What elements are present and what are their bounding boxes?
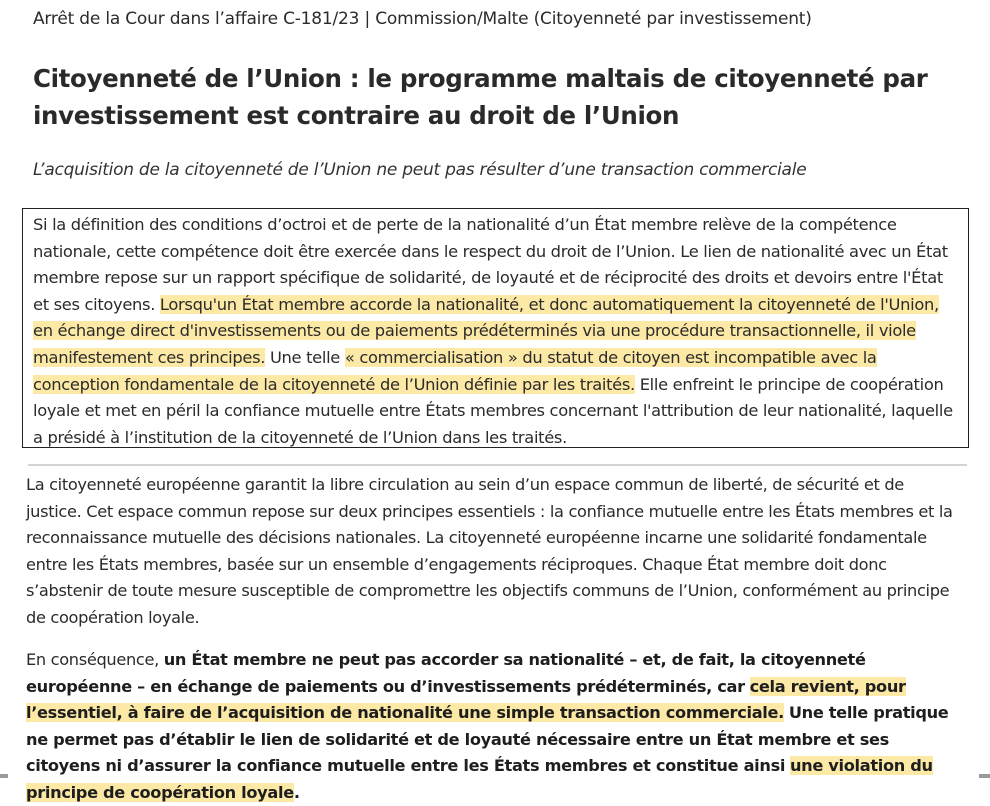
summary-text-2: Une telle (269, 347, 340, 367)
paragraph-2-lead: En conséquence, (26, 650, 159, 669)
body-paragraph-2 (26, 647, 961, 806)
summary-highlight-2: « commercialisation » du statut de citoyen est incompatible avec la conception fondamentale de la citoyenneté de l’Union définie par les traités. (33, 347, 877, 394)
page-subtitle: L’acquisition de la citoyenneté de l’Union ne peut pas résulter d’une transaction commerciale (33, 160, 807, 180)
summary-highlight-1: Lorsqu'un État membre accorde la nationalité, et donc automatiquement la citoyenneté de l'Union, en échange direct d'investissements ou de paiements prédéterminés via une procédure transactionnelle, il viole manifestement ces principes. (33, 294, 939, 367)
summary-text-3: Elle enfreint le principe de coopération loyale et met en péril la confiance mutuelle entre États membres concernant l'attribution de leur nationalité, laquelle a présidé à l’institution de la citoyenneté de l’Union dans les traités. (33, 374, 953, 447)
section-divider (28, 464, 967, 466)
scrollbar-edge-left (0, 774, 8, 778)
paragraph-2-highlight-1: cela revient, pour l’essentiel, à faire de l’acquisition de nationalité une simple transaction commerciale. (26, 676, 906, 722)
paragraph-2-highlight-2: une violation du principe de coopération loyale (26, 756, 933, 802)
body-paragraph-1: La citoyenneté européenne garantit la libre circulation au sein d’un espace commun de liberté, de sécurité et de justice. Cet espace commun repose sur deux principes essentiels : la confiance mutuelle entre les États membres et la reconnaissance mutuelle des décisions nationales. La citoyenneté européenne incarne une solidarité fondamentale entre les États membres, basée sur un ensemble d’engagements réciproques. Chaque État membre doit donc s’abstenir de toute mesure susceptible de compromettre les objectifs communs de l’Union, conformément au principe de coopération loyale. (26, 475, 953, 627)
paragraph-2-bold-1: un État membre ne peut pas accorder sa nationalité – et, de fait, la citoyenneté européenne – en échange de paiements ou d’investissements prédéterminés, car (26, 650, 866, 696)
summary-text-1: Si la définition des conditions d’octroi et de perte de la nationalité d’un État membre relève de la compétence nationale, cette compétence doit être exercée dans le respect du droit de l’Union. Le lien de nationalité avec un État membre repose sur un rapport spécifique de solidarité, de loyauté et de réciprocité des droits et devoirs entre l'État et ses citoyens. (33, 215, 948, 314)
scrollbar-edge-right (979, 774, 990, 778)
paragraph-2-bold-2: Une telle pratique ne permet pas d’établir le lien de solidarité et de loyauté nécessaire entre un État membre et ses citoyens ni d’assurer la confiance mutuelle entre les États membres et constitue ainsi (26, 703, 949, 775)
summary-box (22, 208, 969, 448)
page-title: Citoyenneté de l’Union : le programme maltais de citoyenneté par investissement est contraire au droit de l’Union (33, 64, 928, 130)
case-reference: Arrêt de la Cour dans l’affaire C-181/23 | Commission/Malte (Citoyenneté par investissement) (33, 9, 812, 29)
paragraph-2-bold-end: . (293, 782, 300, 802)
